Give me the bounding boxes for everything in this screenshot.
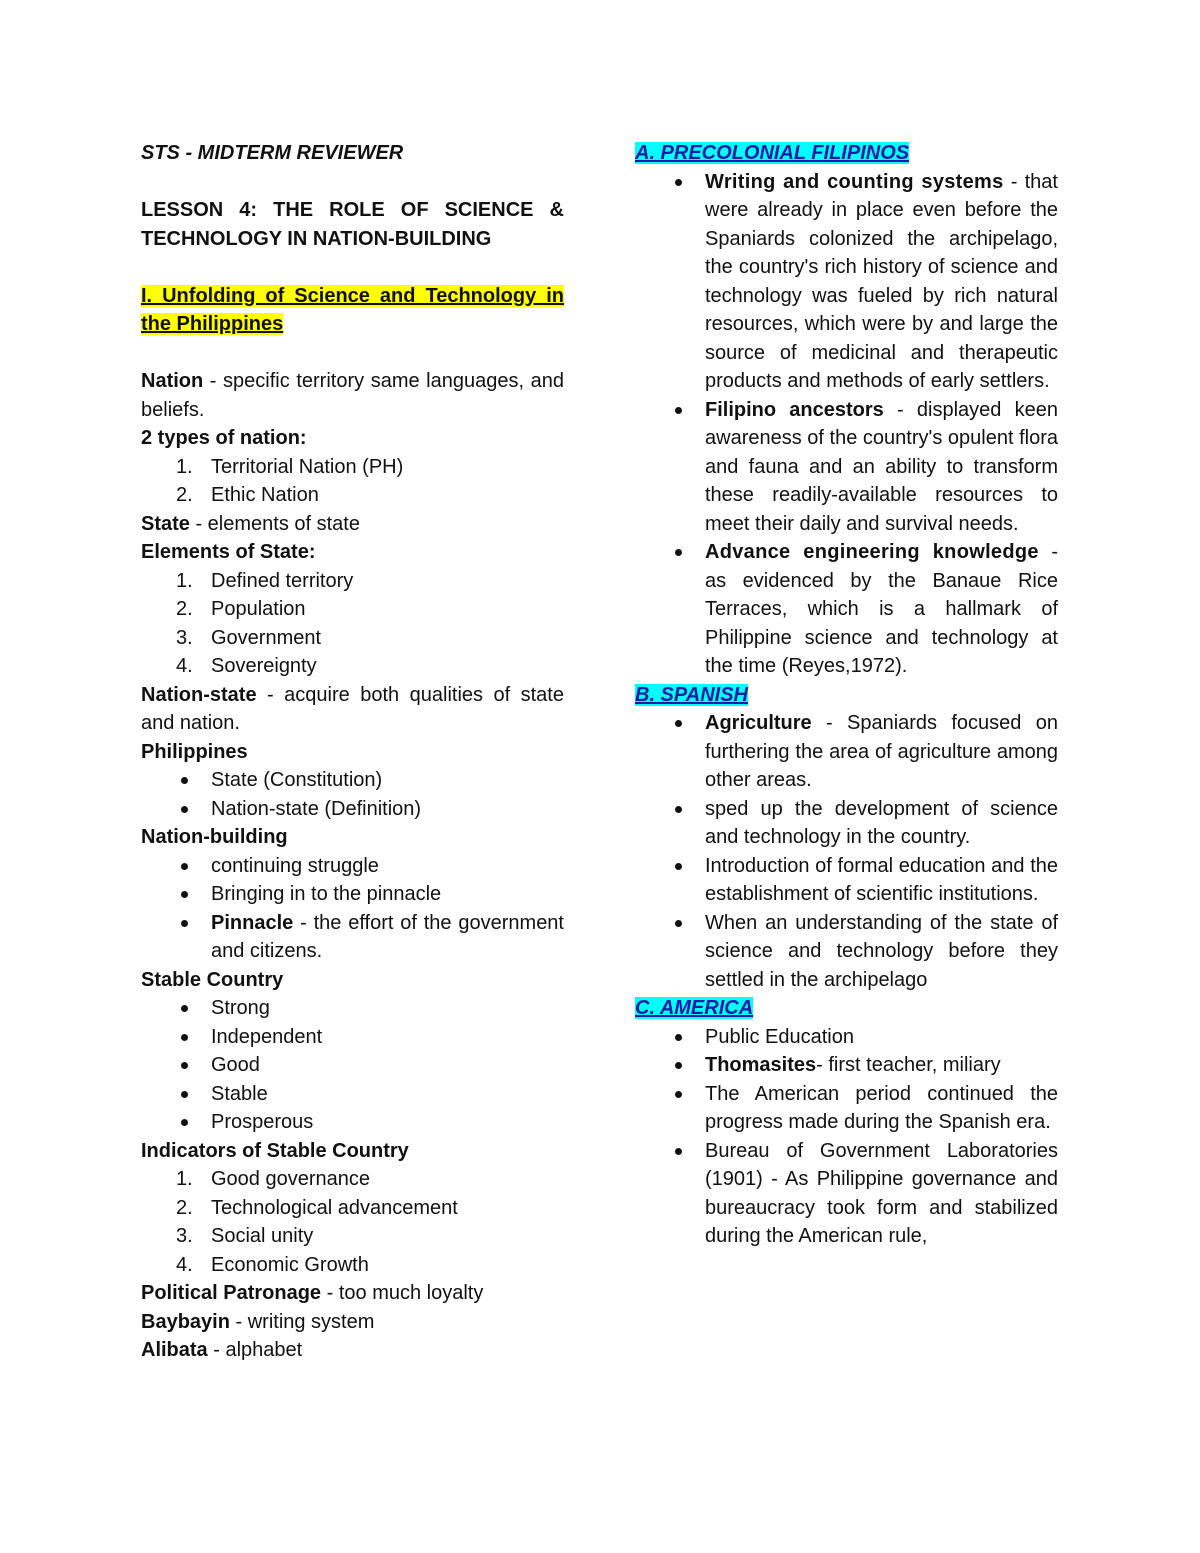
list-item: Thomasites- first teacher, miliary — [635, 1051, 1058, 1080]
list-item: Prosperous — [141, 1108, 564, 1137]
list-item: Stable — [141, 1080, 564, 1109]
list-item: 2. Ethic Nation — [176, 484, 319, 506]
list-item: Pinnacle - the effort of the government and citizens. — [141, 909, 564, 966]
elements-list — [141, 567, 564, 681]
stable-country-heading: Stable Country — [141, 968, 284, 991]
list-item: Independent — [141, 1023, 564, 1052]
nation-definition: Nation - specific territory same languages, and beliefs. — [141, 370, 564, 421]
right-column — [635, 139, 1058, 1251]
list-item: 3. Government — [176, 626, 322, 649]
list-item: Bringing in to the pinnacle — [141, 880, 564, 909]
spanish-heading: B. SPANISH — [635, 683, 748, 706]
elements-heading: Elements of State: — [141, 541, 316, 563]
indicators-list — [141, 1165, 564, 1279]
types-heading: 2 types of nation: — [141, 427, 307, 449]
philippines-list — [141, 766, 564, 823]
list-item: Public Education — [635, 1023, 1058, 1052]
list-item: 2. Technological advancement — [176, 1196, 458, 1219]
list-item: 1. Good governance — [176, 1168, 371, 1190]
alibata-definition: Alibata - alphabet — [141, 1339, 303, 1361]
political-patronage-definition: Political Patronage - too much loyalty — [141, 1282, 484, 1304]
list-item: Writing and counting systems - that were already in place even before the Spaniards colonized the archipelago, the country's rich history of science and technology was fueled by rich natural resources, which were by and large the source of medicinal and therapeutic products and methods of early settlers. — [635, 168, 1058, 396]
list-item: 1. Defined territory — [176, 569, 354, 592]
list-item: Nation-state (Definition) — [141, 795, 564, 824]
list-item: Introduction of formal education and the establishment of scientific institutions. — [635, 852, 1058, 909]
precolonial-heading: A. PRECOLONIAL FILIPINOS — [635, 142, 910, 164]
list-item: State (Constitution) — [141, 766, 564, 795]
nation-building-heading: Nation-building — [141, 826, 288, 848]
america-list — [635, 1023, 1058, 1251]
lesson-title: LESSON 4: THE ROLE OF SCIENCE & TECHNOLOGY IN NATION-BUILDING — [141, 199, 564, 250]
nation-building-list — [141, 852, 564, 966]
list-item: Strong — [141, 994, 564, 1023]
nation-state-definition: Nation-state - acquire both qualities of state and nation. — [141, 683, 564, 734]
list-item: Good — [141, 1051, 564, 1080]
document-title: STS - MIDTERM REVIEWER — [141, 142, 404, 164]
list-item: When an understanding of the state of science and technology before they settled in the archipelago — [635, 909, 1058, 995]
list-item: Filipino ancestors - displayed keen awareness of the country's opulent flora and fauna and an ability to transform these readily-available resources to meet their daily and survival needs. — [635, 396, 1058, 539]
list-item: 1. Territorial Nation (PH) — [176, 455, 404, 478]
types-list — [141, 453, 564, 510]
list-item: continuing struggle — [141, 852, 564, 881]
list-item: Bureau of Government Laboratories (1901) - As Philippine governance and bureaucracy took form and stabilized during the American rule, — [635, 1137, 1058, 1251]
list-item: 4. Sovereignty — [176, 655, 317, 677]
list-item: 2. Population — [176, 598, 306, 620]
list-item: 3. Social unity — [176, 1225, 314, 1247]
list-item: 4. Economic Growth — [176, 1253, 369, 1276]
baybayin-definition: Baybayin - writing system — [141, 1310, 375, 1333]
list-item: Advance engineering knowledge - as evidenced by the Banaue Rice Terraces, which is a hallmark of Philippine science and technology at the time (Reyes,1972). — [635, 538, 1058, 681]
list-item: The American period continued the progress made during the Spanish era. — [635, 1080, 1058, 1137]
state-definition: State - elements of state — [141, 512, 360, 535]
precolonial-list — [635, 168, 1058, 681]
list-item: sped up the development of science and technology in the country. — [635, 795, 1058, 852]
indicators-heading: Indicators of Stable Country — [141, 1139, 409, 1162]
philippines-heading: Philippines — [141, 740, 248, 763]
section-heading: I. Unfolding of Science and Technology in the Philippines — [141, 284, 564, 335]
spanish-list — [635, 709, 1058, 994]
list-item: Agriculture - Spaniards focused on furthering the area of agriculture among other areas. — [635, 709, 1058, 795]
america-heading: C. AMERICA — [635, 997, 754, 1019]
left-column — [141, 139, 564, 1365]
stable-country-list — [141, 994, 564, 1137]
